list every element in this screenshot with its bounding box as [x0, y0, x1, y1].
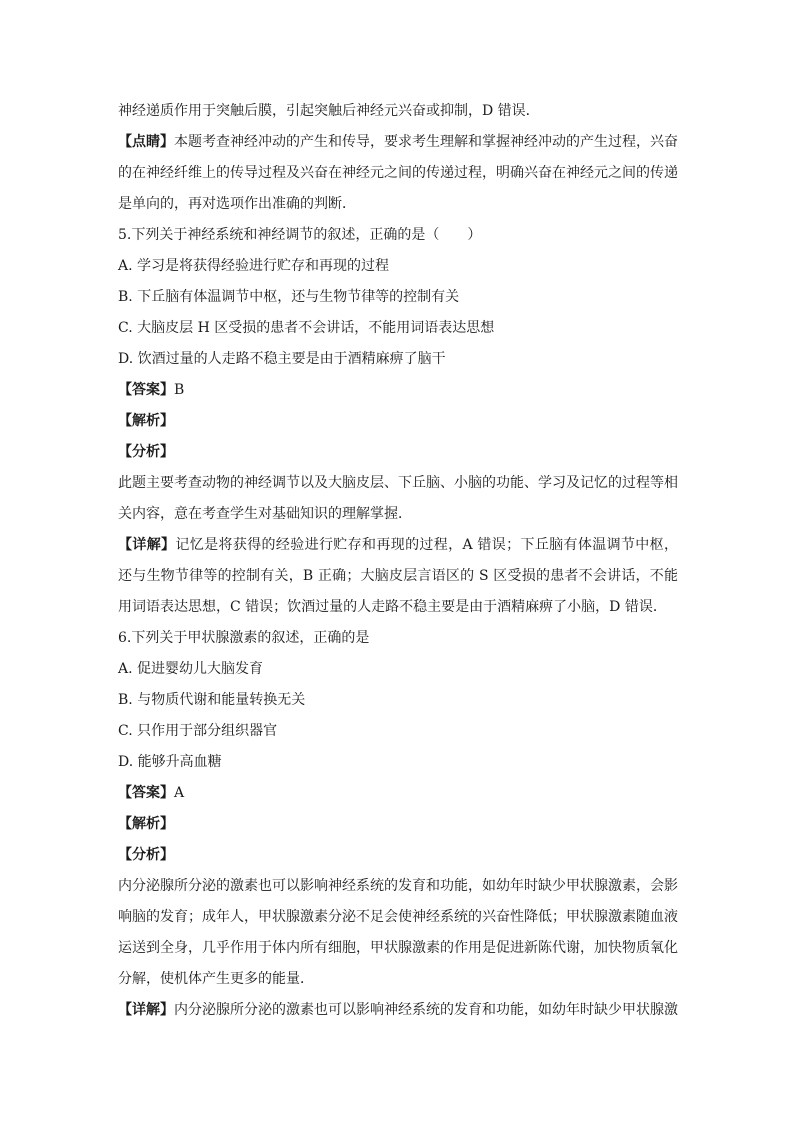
top-fragment: 神经递质作用于突触后膜，引起突触后神经元兴奋或抑制，D 错误．	[118, 103, 540, 119]
q6-xiangjie-text: 内分泌腺所分泌的激素也可以影响神经系统的发育和功能，如幼年时缺少甲状腺激	[174, 1002, 678, 1018]
q5-option-a: A. 学习是将获得经验进行贮存和再现的过程	[118, 258, 390, 274]
q6-fenxi-label: 【分析】	[118, 847, 174, 863]
q6-xiangjie-label: 【详解】	[118, 1002, 174, 1018]
q6-xiangjie	[118, 995, 678, 1026]
q6-option-d: D. 能够升高血糖	[118, 754, 222, 770]
q6-answer-value: A	[174, 785, 185, 801]
q5-jiexi-label: 【解析】	[118, 413, 174, 429]
q6-fenxi-text: 内分泌腺所分泌的激素也可以影响神经系统的发育和功能，如幼年时缺少甲状腺激素，会影响脑的发育；成年人，甲状腺激素分泌不足会使神经系统的兴奋性降低；甲状腺激素随血液运送到全身，几乎作用于体内所有细胞，甲状腺激素的作用是促进新陈代谢，加快物质氧化分解，使机体产生更多的能量．	[118, 878, 678, 987]
dianjing-paragraph	[118, 127, 678, 220]
q6-stem: 6.下列关于甲状腺激素的叙述，正确的是	[118, 630, 370, 646]
q5-xiangjie	[118, 530, 678, 623]
q5-stem: 5.下列关于神经系统和神经调节的叙述，正确的是（ ）	[118, 227, 482, 243]
q5-option-d: D. 饮酒过量的人走路不稳主要是由于酒精麻痹了脑干	[118, 351, 446, 367]
q5-xiangjie-label: 【详解】	[118, 537, 176, 553]
dianjing-label: 【点睛】	[118, 134, 174, 150]
q5-fenxi-label: 【分析】	[118, 444, 174, 460]
q5-xiangjie-text: 记忆是将获得的经验进行贮存和再现的过程，A 错误；下丘脑有体温调节中枢，还与生物节律等的控制有关，B 正确；大脑皮层言语区的 S 区受损的患者不会讲话，不能用词语表达思想，C 错误；饮酒过量的人走路不稳主要是由于酒精麻痹了小脑，D 错误．	[118, 537, 679, 615]
q5-fenxi-text: 此题主要考查动物的神经调节以及大脑皮层、下丘脑、小脑的功能、学习及记忆的过程等相关内容，意在考查学生对基础知识的理解掌握．	[118, 475, 678, 522]
document-page	[118, 96, 678, 1026]
q6-jiexi-label: 【解析】	[118, 816, 174, 832]
q6-option-c: C. 只作用于部分组织器官	[118, 723, 278, 739]
q5-answer	[118, 375, 678, 406]
q5-answer-value: B	[174, 382, 185, 398]
q5-answer-label: 【答案】	[118, 382, 174, 398]
q5-option-c: C. 大脑皮层 H 区受损的患者不会讲话，不能用词语表达思想	[118, 320, 495, 336]
q5-option-b: B. 下丘脑有体温调节中枢，还与生物节律等的控制有关	[118, 289, 460, 305]
q6-option-a: A. 促进婴幼儿大脑发育	[118, 661, 264, 677]
q6-option-b: B. 与物质代谢和能量转换无关	[118, 692, 306, 708]
dianjing-text: 本题考查神经冲动的产生和传导，要求考生理解和掌握神经冲动的产生过程，兴奋的在神经纤维上的传导过程及兴奋在神经元之间的传递过程，明确兴奋在神经元之间的传递是单向的，再对选项作出准确的判断．	[118, 134, 678, 212]
q6-answer	[118, 778, 678, 809]
q6-answer-label: 【答案】	[118, 785, 174, 801]
